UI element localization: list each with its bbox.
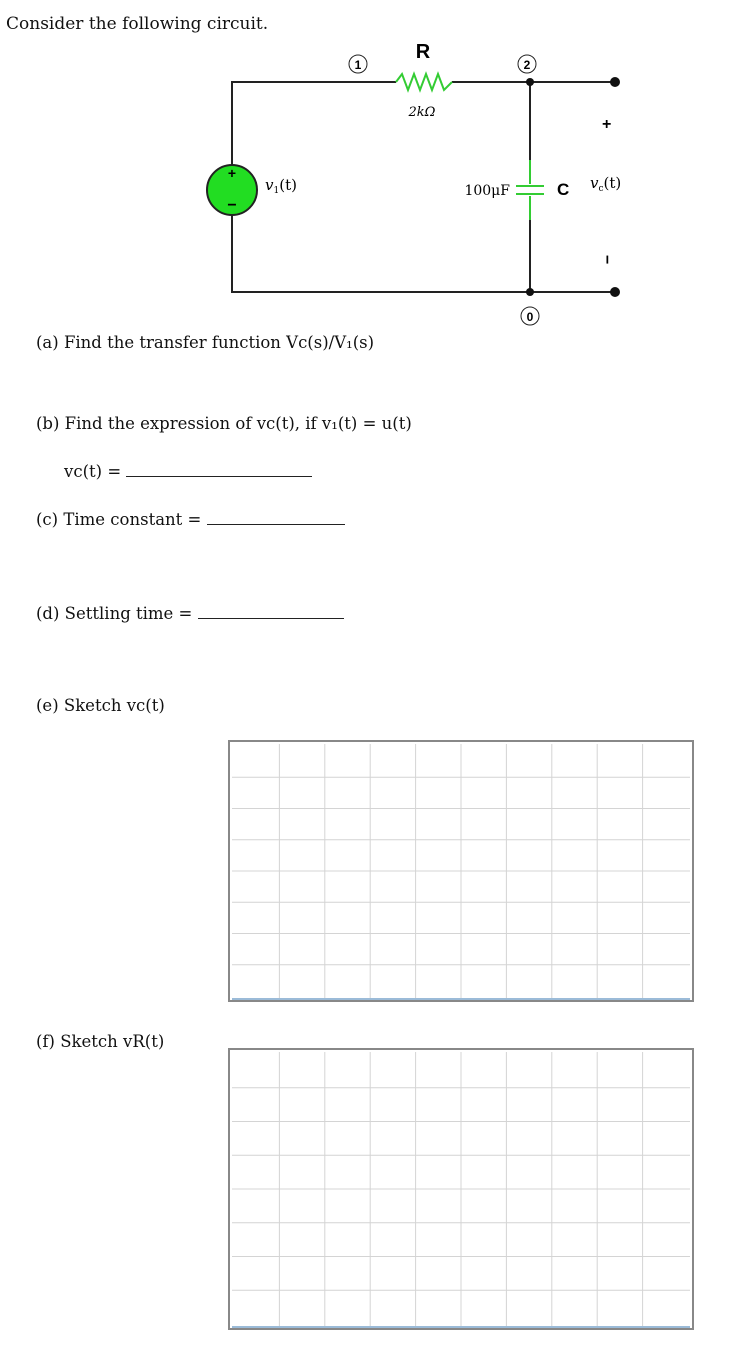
resistor-symbol <box>396 74 452 90</box>
question-c-line <box>36 508 345 529</box>
source-label-main: v <box>265 176 274 194</box>
output-terminal-bottom <box>610 287 620 297</box>
answer-c-blank[interactable] <box>207 508 345 525</box>
source-label-tail: (t) <box>279 176 297 194</box>
node1-label: 1 <box>354 58 362 72</box>
svg-text:v1(t) <box>265 176 297 196</box>
question-a: (a) Find the transfer function Vc(s)/V₁(s) <box>36 333 375 352</box>
capacitor-label: C <box>557 180 570 199</box>
node0-junction <box>526 288 534 296</box>
answer-b-line <box>64 460 312 481</box>
question-d: (d) Settling time = <box>36 604 193 623</box>
question-b: (b) Find the expression of vc(t), if v₁(t) = u(t) <box>36 414 412 433</box>
source-minus-sign: − <box>227 197 237 214</box>
answer-b-label: vc(t) = <box>64 462 122 481</box>
output-minus-sign: − <box>598 255 615 265</box>
node2-junction <box>526 78 534 86</box>
resistor-value: 2kΩ <box>408 105 436 120</box>
answer-b-blank[interactable] <box>126 460 312 477</box>
question-d-line <box>36 602 344 623</box>
top-left-wire <box>232 82 396 190</box>
capacitor-value: 100μF <box>464 183 510 199</box>
output-label-main: v <box>590 174 599 192</box>
resistor-label: R <box>415 41 431 63</box>
answer-d-blank[interactable] <box>198 602 344 619</box>
source-label-sub: 1 <box>273 186 280 196</box>
node2-label: 2 <box>523 58 531 72</box>
bottom-wire <box>232 210 615 292</box>
intro-text: Consider the following circuit. <box>6 14 269 34</box>
question-c: (c) Time constant = <box>36 510 202 529</box>
svg-text:vc(t) <box>590 174 621 194</box>
sketch-grid-vc[interactable] <box>228 740 694 1002</box>
question-e: (e) Sketch vc(t) <box>36 696 165 715</box>
output-label-sub: c <box>598 184 604 194</box>
sketch-grid-vr[interactable] <box>228 1048 694 1330</box>
source-plus-sign: + <box>227 165 237 181</box>
output-plus-sign: + <box>602 116 612 133</box>
output-terminal-top <box>610 77 620 87</box>
node0-label: 0 <box>526 310 534 324</box>
circuit-diagram <box>0 0 736 340</box>
question-f: (f) Sketch vR(t) <box>36 1032 165 1051</box>
output-label-tail: (t) <box>603 174 622 192</box>
